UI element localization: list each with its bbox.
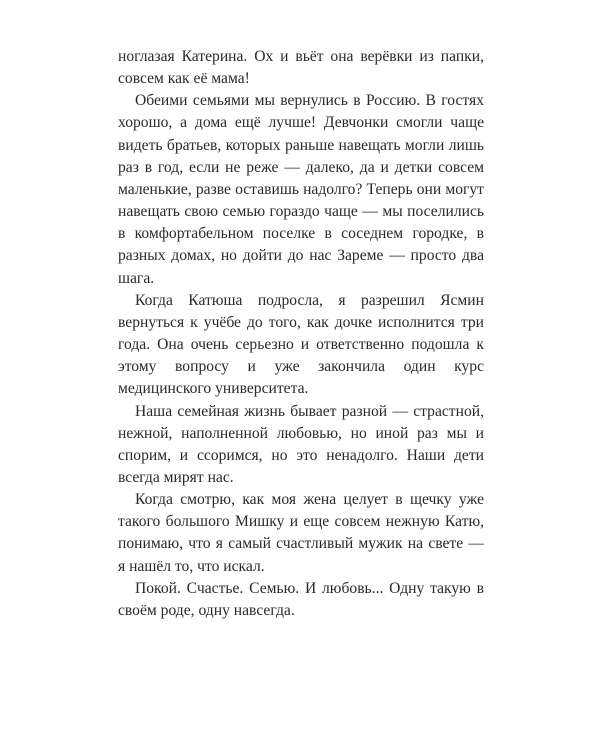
- paragraph-3: Когда Катюша подросла, я разрешил Ясмин вернуться к учёбе до того, как дочке исполнится три года. Она очень серьезно и ответственно подошла к этому вопросу и уже закончила один курс медицинского университета.: [118, 291, 484, 398]
- paragraph-2: Обеими семьями мы вернулись в Россию. В гостях хорошо, а дома ещё лучше! Девчонки смогли чаще видеть братьев, которых раньше навещать могли лишь раз в год, если не реже — далеко, да и детки совсем маленькие, разве оставишь надолго? Теперь они могут навещать свою семью гораздо чаще — мы поселились в комфортабельном поселке в соседнем городке, в разных домах, но дойти до нас Зареме — просто два шага.: [118, 92, 484, 287]
- paragraph-1: ноглазая Катерина. Ох и вьёт она верёвки из папки, совсем как её мама!: [118, 48, 484, 88]
- paragraph-5: Когда смотрю, как моя жена целует в щечку уже такого большого Мишку и еще совсем нежную Катю, понимаю, что я самый счастливый мужик на свете — я нашёл то, что искал.: [118, 491, 484, 575]
- paragraph-6: Покой. Счастье. Семью. И любовь... Одну такую в своём роде, одну навсегда.: [118, 579, 484, 619]
- body-text: [118, 46, 484, 622]
- paragraph-4: Наша семейная жизнь бывает разной — страстной, нежной, наполненной любовью, но иной раз мы и спорим, и ссоримся, но это ненадолго. Наши дети всегда мирят нас.: [118, 402, 484, 486]
